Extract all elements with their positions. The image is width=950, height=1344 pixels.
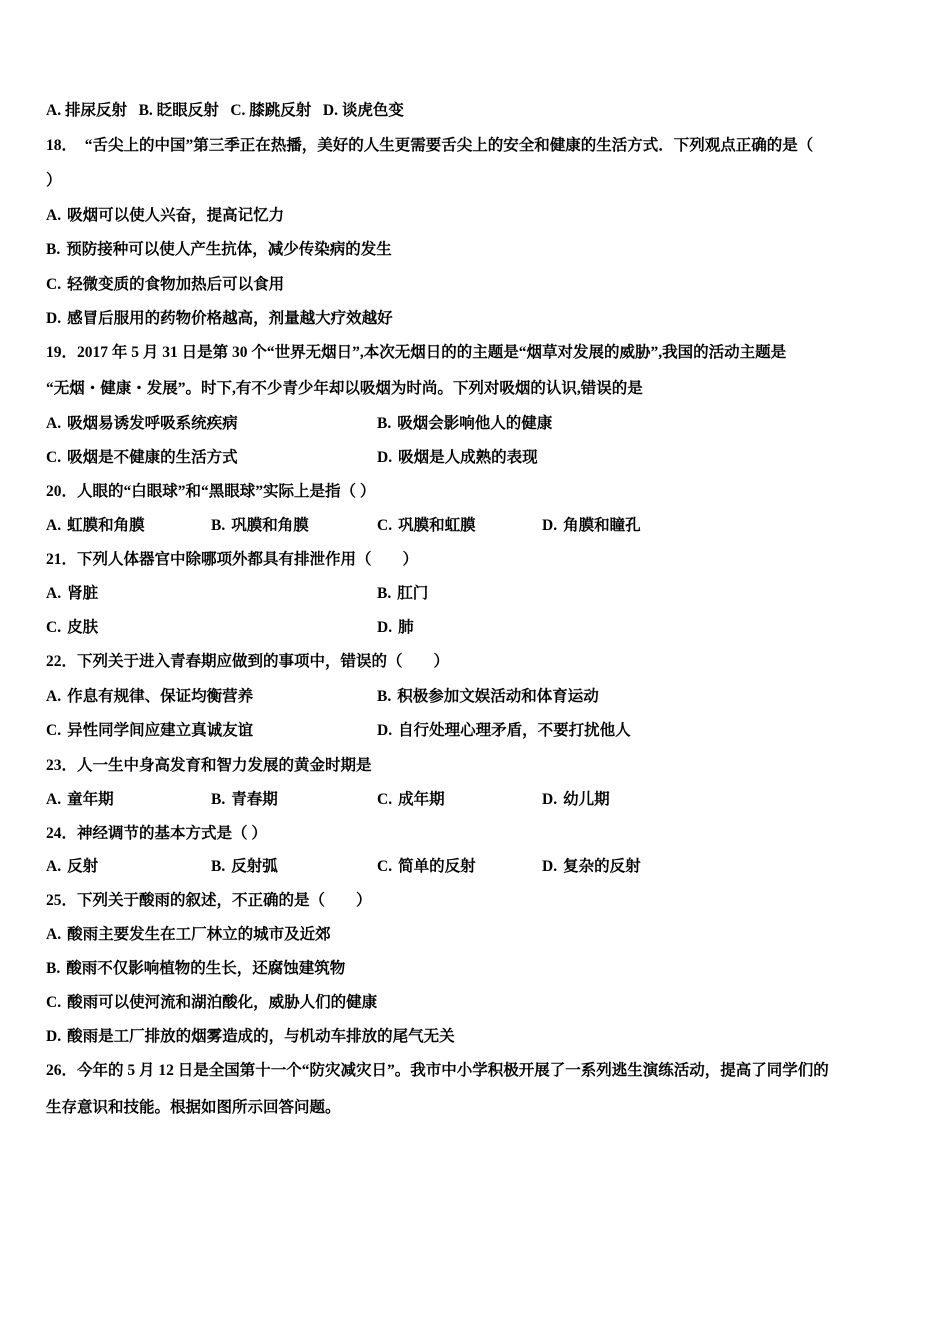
option-label: B. bbox=[46, 960, 61, 977]
option-label: B. bbox=[46, 241, 61, 258]
option-text: 膝跳反射 bbox=[249, 102, 312, 119]
option-text: 肾脏 bbox=[67, 585, 99, 602]
option-label: D. bbox=[542, 517, 558, 534]
option-label: A. bbox=[46, 858, 62, 875]
q25-option-b bbox=[46, 959, 345, 979]
q17-options bbox=[46, 101, 404, 121]
option-label: A. bbox=[46, 415, 62, 432]
option-text: 吸烟是不健康的生活方式 bbox=[67, 449, 238, 466]
option-label: D. bbox=[377, 619, 393, 636]
option-text: 简单的反射 bbox=[398, 858, 476, 875]
q23-stem: 23．人一生中身高发育和智力发展的黄金时期是 bbox=[46, 757, 372, 774]
q24-option-d bbox=[542, 857, 641, 877]
option-text: 肺 bbox=[398, 619, 414, 636]
q23-option-b bbox=[211, 790, 278, 810]
option-label: A. bbox=[46, 585, 62, 602]
option-text: 童年期 bbox=[67, 791, 114, 808]
option-label: B. bbox=[377, 688, 392, 705]
q21-stem: 21．下列人体器官中除哪项外都具有排泄作用（ ） bbox=[46, 551, 419, 568]
q24-option-a bbox=[46, 857, 98, 877]
q23-option-a bbox=[46, 790, 114, 810]
q21-option-a bbox=[46, 584, 98, 604]
q20-option-c bbox=[377, 516, 476, 536]
q23-option-c bbox=[377, 790, 445, 810]
q22-option-d bbox=[377, 721, 631, 741]
option-text: 异性同学间应建立真诚友谊 bbox=[67, 722, 254, 739]
option-text: 复杂的反射 bbox=[563, 858, 641, 875]
q25-stem: 25．下列关于酸雨的叙述，不正确的是（ ） bbox=[46, 892, 372, 909]
q24-option-b bbox=[211, 857, 278, 877]
q20-stem: 20．人眼的“白眼球”和“黑眼球”实际上是指（ ） bbox=[46, 483, 376, 500]
option-label: D. bbox=[322, 102, 338, 119]
q21-option-b bbox=[377, 584, 428, 604]
q18-option-c bbox=[46, 275, 284, 295]
q19-option-d bbox=[377, 448, 538, 468]
q21-option-d bbox=[377, 618, 414, 638]
q22-option-a bbox=[46, 687, 253, 707]
q21-option-c bbox=[46, 618, 98, 638]
q19-stem-cont: “无烟・健康・发展”。时下,有不少青少年却以吸烟为时尚。下列对吸烟的认识,错误的是 bbox=[46, 380, 643, 397]
option-text: 青春期 bbox=[231, 791, 278, 808]
option-text: 成年期 bbox=[398, 791, 445, 808]
option-label: C. bbox=[230, 102, 246, 119]
option-text: 酸雨主要发生在工厂林立的城市及近郊 bbox=[67, 926, 331, 943]
q24-option-c bbox=[377, 857, 476, 877]
q22-option-b bbox=[377, 687, 599, 707]
option-label: D. bbox=[46, 310, 62, 327]
option-label: A. bbox=[46, 517, 62, 534]
option-label: C. bbox=[377, 791, 393, 808]
q18-stem: 18． “舌尖上的中国”第三季正在热播，美好的人生更需要舌尖上的安全和健康的生活方式．下列观点正确的是（ bbox=[46, 137, 814, 154]
q26-stem-cont: 生存意识和技能。根据如图所示回答问题。 bbox=[46, 1099, 341, 1116]
option-text: 反射弧 bbox=[231, 858, 278, 875]
option-text: 排尿反射 bbox=[64, 102, 127, 119]
q18-option-d bbox=[46, 309, 393, 329]
option-label: C. bbox=[46, 994, 62, 1011]
q19-option-b bbox=[377, 414, 552, 434]
option-label: A. bbox=[46, 791, 62, 808]
option-text: 预防接种可以使人产生抗体，减少传染病的发生 bbox=[66, 241, 392, 258]
option-label: D. bbox=[377, 449, 393, 466]
option-text: 谈虎色变 bbox=[341, 102, 404, 119]
q18-option-a bbox=[46, 206, 284, 226]
option-text: 角膜和瞳孔 bbox=[563, 517, 641, 534]
q26-stem: 26．今年的 5 月 12 日是全国第十一个“防灾减灾日”。我市中小学积极开展了一系列逃生演练活动，提高了同学们的 bbox=[46, 1062, 829, 1079]
q20-option-a bbox=[46, 516, 145, 536]
option-text: 皮肤 bbox=[67, 619, 99, 636]
q19-option-c bbox=[46, 448, 238, 468]
option-text: 作息有规律、保证均衡营养 bbox=[67, 688, 254, 705]
option-label: C. bbox=[46, 722, 62, 739]
option-label: C. bbox=[377, 858, 393, 875]
option-text: 虹膜和角膜 bbox=[67, 517, 145, 534]
option-text: 巩膜和角膜 bbox=[231, 517, 309, 534]
option-text: 吸烟会影响他人的健康 bbox=[397, 415, 553, 432]
option-label: D. bbox=[46, 1028, 62, 1045]
option-text: 积极参加文娱活动和体育运动 bbox=[397, 688, 599, 705]
q22-option-c bbox=[46, 721, 253, 741]
option-text: 幼儿期 bbox=[563, 791, 610, 808]
option-label: B. bbox=[211, 858, 226, 875]
option-label: D. bbox=[377, 722, 393, 739]
option-text: 反射 bbox=[67, 858, 99, 875]
option-label: D. bbox=[542, 858, 558, 875]
q22-stem: 22．下列关于进入青春期应做到的事项中，错误的（ ） bbox=[46, 653, 450, 670]
option-label: C. bbox=[46, 619, 62, 636]
option-label: B. bbox=[138, 102, 153, 119]
q24-stem: 24．神经调节的基本方式是（ ） bbox=[46, 825, 267, 842]
option-label: B. bbox=[211, 791, 226, 808]
q20-option-d bbox=[542, 516, 641, 536]
option-text: 酸雨可以使河流和湖泊酸化，威胁人们的健康 bbox=[67, 994, 378, 1011]
option-label: B. bbox=[377, 415, 392, 432]
option-label: A. bbox=[46, 207, 62, 224]
option-text: 感冒后服用的药物价格越高，剂量越大疗效越好 bbox=[67, 310, 393, 327]
q25-option-a bbox=[46, 925, 331, 945]
option-text: 巩膜和虹膜 bbox=[398, 517, 476, 534]
option-label: A. bbox=[46, 102, 62, 119]
option-text: 酸雨是工厂排放的烟雾造成的，与机动车排放的尾气无关 bbox=[67, 1028, 455, 1045]
q20-option-b bbox=[211, 516, 309, 536]
option-text: 吸烟可以使人兴奋，提高记忆力 bbox=[67, 207, 285, 224]
q19-option-a bbox=[46, 414, 238, 434]
option-label: B. bbox=[211, 517, 226, 534]
q19-stem: 19．2017 年 5 月 31 日是第 30 个“世界无烟日”,本次无烟日的的主题是“烟草对发展的威胁”,我国的活动主题是 bbox=[46, 344, 787, 361]
option-text: 眨眼反射 bbox=[156, 102, 219, 119]
option-label: A. bbox=[46, 926, 62, 943]
option-label: B. bbox=[377, 585, 392, 602]
option-text: 肛门 bbox=[397, 585, 429, 602]
q25-option-c bbox=[46, 993, 377, 1013]
q23-option-d bbox=[542, 790, 610, 810]
option-text: 轻微变质的食物加热后可以食用 bbox=[67, 276, 285, 293]
option-label: C. bbox=[46, 449, 62, 466]
option-label: D. bbox=[542, 791, 558, 808]
option-text: 吸烟易诱发呼吸系统疾病 bbox=[67, 415, 238, 432]
q18-stem-cont: ） bbox=[46, 172, 62, 189]
option-label: C. bbox=[46, 276, 62, 293]
option-text: 酸雨不仅影响植物的生长，还腐蚀建筑物 bbox=[66, 960, 346, 977]
option-text: 自行处理心理矛盾，不要打扰他人 bbox=[398, 722, 631, 739]
q18-option-b bbox=[46, 240, 392, 260]
q25-option-d bbox=[46, 1027, 455, 1047]
option-text: 吸烟是人成熟的表现 bbox=[398, 449, 538, 466]
option-label: A. bbox=[46, 688, 62, 705]
option-label: C. bbox=[377, 517, 393, 534]
